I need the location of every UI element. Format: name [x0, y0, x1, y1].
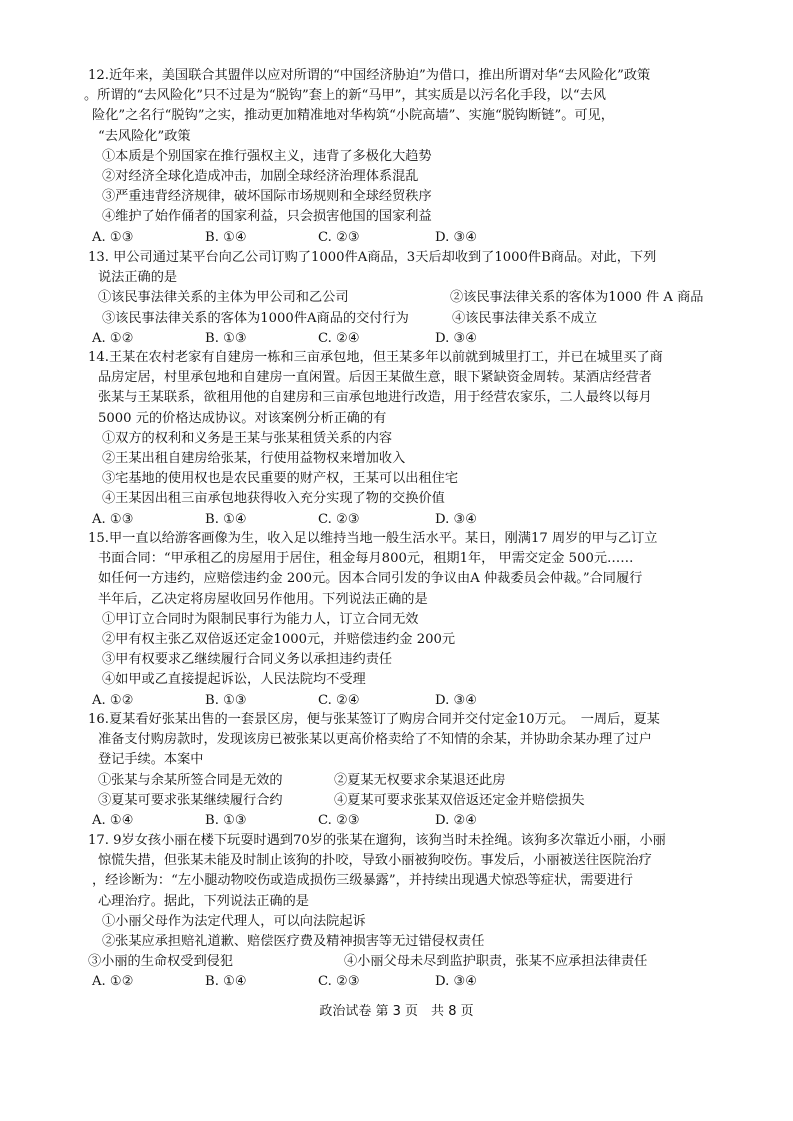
statement: ④夏某可要求张某双倍返还定金并赔偿损失 [334, 792, 585, 808]
statement: ②王某出租自建房给张某，行使用益物权来增加收入 [102, 451, 406, 467]
option-b[interactable]: B. ①④ [205, 974, 247, 990]
statement: ③小丽的生命权受到侵犯 [88, 954, 234, 970]
option-d[interactable]: D. ③④ [435, 330, 478, 346]
option-a[interactable]: A. ①③ [92, 229, 134, 245]
statement: ④该民事法律关系不成立 [452, 310, 598, 326]
statement: ③严重违背经济规律，破坏国际市场规则和全球经贸秩序 [102, 189, 432, 205]
statement: ②甲有权主张乙双倍返还定金1000元，并赔偿违约金 200元 [102, 632, 456, 648]
answer-options [88, 228, 728, 248]
statement: ②张某应承担赔礼道歉、赔偿医疗费及精神损害等无过错侵权责任 [102, 934, 485, 950]
statement: ①张某与余某所签合同是无效的 [98, 772, 283, 788]
stem-line: 16.夏某看好张某出售的一套景区房，便与张某签订了购房合同并交付定金10万元。 一周后，夏某 [88, 712, 660, 727]
stem-line: 15.甲一直以给游客画像为生，收入足以维持当地一般生活水平。某日，刚满17 周岁的甲与乙订立 [88, 531, 658, 546]
option-b[interactable]: B. ①③ [205, 692, 247, 708]
statement: ④小丽父母未尽到监护职责，张某不应承担法律责任 [344, 954, 648, 970]
stem-line: 14.王某在农村老家有自建房一栋和三亩承包地，但王某多年以前就到城里打工，并已在城里买了商 [88, 350, 663, 365]
option-c[interactable]: C. ②④ [318, 692, 360, 708]
stem-line: 登记手续。本案中 [98, 752, 204, 768]
statement: ①本质是个别国家在推行强权主义，违背了多极化大趋势 [102, 148, 432, 164]
question-12 [84, 66, 728, 248]
answer-options [88, 691, 728, 711]
stem-line: 品房定居，村里承包地和自建房一直闲置。后因王某做生意，眼下紧缺资金周转。某酒店经营者 [98, 370, 652, 386]
statement: ④如甲或乙直接提起诉讼，人民法院均不受理 [102, 672, 366, 688]
statement: ①小丽父母作为法定代理人，可以向法院起诉 [102, 913, 366, 929]
statement: ③甲有权要求乙继续履行合同义务以承担违约责任 [102, 652, 393, 668]
option-c[interactable]: C. ②③ [318, 813, 360, 829]
stem-line: 险化”之名行“脱钩”之实，推动更加精准地对华构筑“小院高墙”、实施“脱钩断链”。可见， [92, 108, 614, 124]
statement: ①甲订立合同时为限制民事行为能力人，订立合同无效 [102, 611, 419, 627]
stem-line: “去风险化”政策 [98, 128, 191, 144]
answer-options [88, 510, 728, 530]
question-14 [88, 348, 728, 530]
option-d[interactable]: D. ③④ [435, 974, 478, 990]
stem-line: 13. 甲公司通过某平台向乙公司订购了1000件A商品，3天后却收到了1000件B商品。对此，下列 [88, 250, 657, 265]
question-15 [88, 529, 728, 711]
option-a[interactable]: A. ①② [92, 974, 134, 990]
statement-row [88, 791, 728, 811]
question-17 [88, 831, 728, 993]
option-b[interactable]: B. ①③ [205, 813, 247, 829]
stem-line: 半年后，乙决定将房屋收回另作他用。下列说法正确的是 [98, 591, 428, 607]
option-c[interactable]: C. ②④ [318, 330, 360, 346]
answer-options [88, 329, 728, 349]
option-b[interactable]: B. ①④ [205, 511, 247, 527]
option-a[interactable]: A. ①③ [92, 511, 134, 527]
statement: ④王某因出租三亩承包地获得收入充分实现了物的交换价值 [102, 491, 445, 507]
option-d[interactable]: D. ②④ [435, 813, 478, 829]
option-b[interactable]: B. ①④ [205, 229, 247, 245]
option-c[interactable]: C. ②③ [318, 511, 360, 527]
stem-line: 心理治疗。据此，下列说法正确的是 [98, 893, 309, 909]
option-d[interactable]: D. ③④ [435, 511, 478, 527]
statement: ②夏某无权要求余某退还此房 [334, 772, 506, 788]
stem-line: 如任何一方违约，应赔偿违约金 200元。因本合同引发的争议由A 仲裁委员会仲裁。”合同履行 [98, 571, 643, 587]
statement: ①该民事法律关系的主体为甲公司和乙公司 [98, 290, 349, 306]
option-a[interactable]: A. ①② [92, 330, 134, 346]
stem-line: 。所谓的“去风险化”只不过是为“脱钩”套上的新“马甲”，其实质是以污名化手段，以“去风 [84, 88, 606, 104]
option-c[interactable]: C. ②③ [318, 229, 360, 245]
option-d[interactable]: D. ③④ [435, 692, 478, 708]
page-footer: 政治试卷 第 3 页 共 8 页 [319, 1004, 474, 1019]
stem-line: 17. 9岁女孩小丽在楼下玩耍时遇到70岁的张某在遛狗，该狗当时未拴绳。该狗多次靠近小丽，小丽 [88, 833, 666, 848]
stem-line: 5000 元的价格达成协议。对该案例分析正确的有 [98, 410, 387, 426]
statement: ①双方的权利和义务是王某与张某租赁关系的内容 [102, 430, 393, 446]
option-c[interactable]: C. ②③ [318, 974, 360, 990]
statement-row [88, 952, 728, 972]
stem-line: 惊慌失措，但张某未能及时制止该狗的扑咬，导致小丽被狗咬伤。事发后，小丽被送往医院治疗 [98, 853, 652, 869]
statement: ③该民事法律关系的客体为1000件A商品的交付行为 [102, 310, 409, 326]
answer-options [88, 811, 728, 831]
stem-line: 12.近年来，美国联合其盟伴以应对所谓的“中国经济胁迫”为借口，推出所谓对华“去风险化”政策 [88, 68, 651, 83]
statement-row [88, 309, 728, 329]
answer-options [88, 972, 728, 992]
question-16 [88, 710, 728, 831]
question-13 [88, 248, 728, 349]
stem-line: 张某与王某联系，欲租用他的自建房和三亩承包地进行改造，用于经营农家乐，二人最终以每月 [98, 390, 652, 406]
statement-row [88, 288, 728, 308]
option-a[interactable]: A. ①② [92, 692, 134, 708]
statement: ④维护了始作俑者的国家利益，只会损害他国的国家利益 [102, 209, 432, 225]
stem-line: 说法正确的是 [98, 270, 178, 286]
statement: ③宅基地的使用权也是农民重要的财产权，王某可以出租住宅 [102, 471, 459, 487]
statement: ②该民事法律关系的客体为1000 件 A 商品 [450, 290, 704, 306]
stem-line: ，经诊断为：“左小腿动物咬伤或造成损伤三级暴露”，并持续出现遇犬惊恐等症状，需要进行 [92, 873, 633, 889]
statement: ③夏某可要求张某继续履行合约 [98, 792, 283, 808]
stem-line: 书面合同：“甲承租乙的房屋用于居住，租金每月800元，租期1年， 甲需交定金 500元…… [98, 551, 634, 567]
statement: ②对经济全球化造成冲击，加剧全球经济治理体系混乱 [102, 169, 419, 185]
option-a[interactable]: A. ①④ [92, 813, 134, 829]
statement-row [88, 771, 728, 791]
option-b[interactable]: B. ①③ [205, 330, 247, 346]
option-d[interactable]: D. ③④ [435, 229, 478, 245]
stem-line: 准备支付购房款时，发现该房已被张某以更高价格卖给了不知情的余某，并协助余某办理了过户 [98, 732, 652, 748]
